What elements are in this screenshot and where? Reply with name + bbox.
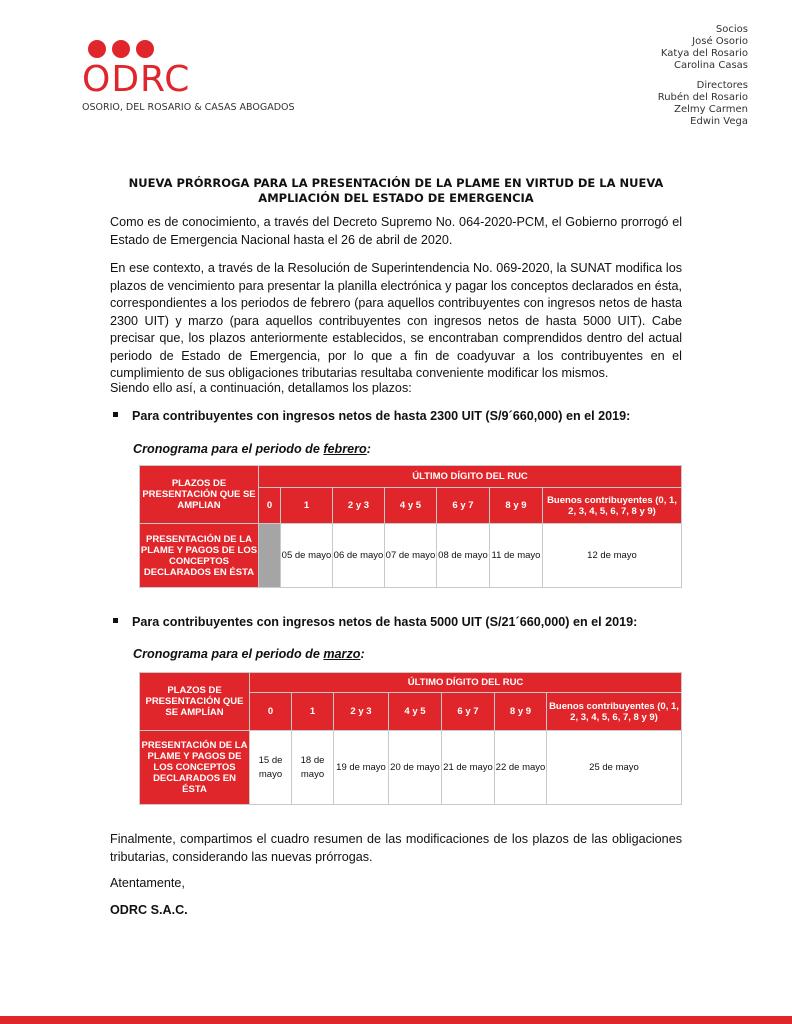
schedule-month: marzo: [323, 647, 361, 661]
title-line-2: AMPLIACIÓN DEL ESTADO DE EMERGENCIA: [258, 191, 534, 205]
schedule-suffix: :: [366, 442, 371, 456]
table-column-header: 1: [292, 693, 334, 731]
table-column-header: 4 y 5: [389, 693, 442, 731]
schedule-prefix: Cronograma para el periodo de: [133, 647, 324, 661]
partner-name: Carolina Casas: [674, 60, 748, 71]
table-column-header: 0: [250, 693, 292, 731]
partner-name: José Osorio: [692, 36, 748, 47]
logo-dot-icon: [136, 40, 154, 58]
table-cell: 05 de mayo: [281, 524, 333, 588]
section-2-text: Para contribuyentes con ingresos netos de hasta 5000 UIT (S/21´660,000) en el 2019:: [132, 615, 638, 629]
bullet-square-icon: [113, 412, 118, 417]
schedule-prefix: Cronograma para el periodo de: [133, 442, 324, 456]
table-cell: 08 de mayo: [437, 524, 490, 588]
schedule-table-february: [139, 465, 682, 588]
paragraph-context: En ese contexto, a través de la Resolución de Superintendencia No. 069-2020, la SUNAT modifica los plazos de vencimiento para presentar la planilla electrónica y pagar los conceptos declarados en ésta, correspondientes a los periodos de febrero (para aquellos contribuyentes con ingresos netos de hasta 2300 UIT) y marzo (para aquellos contribuyentes con ingresos netos de hasta 5000 UIT). Cabe precisar que, los plazos anteriormente establecidos, se encontraban comprendidos dentro del actual periodo de Estado de Emergencia, por lo que a fin de coadyuvar a los contribuyentes en el cumplimiento de sus obligaciones tributarias resultaba conveniente modificar los mismos.: [110, 261, 682, 380]
section-2-schedule-heading: [133, 647, 365, 661]
partners-label: Socios: [715, 24, 748, 35]
table-cell: 18 de mayo: [292, 731, 334, 805]
signature-company: ODRC S.A.C.: [110, 903, 188, 917]
table-cell: 22 de mayo: [495, 731, 547, 805]
table-left-header: PLAZOS DE PRESENTACIÓN QUE SE AMPLÍAN: [140, 673, 250, 731]
table-cell: 15 de mayo: [250, 731, 292, 805]
logo-dot-icon: [88, 40, 106, 58]
signature-greeting: Atentamente,: [110, 876, 185, 890]
schedule-table-march: [139, 672, 682, 805]
table-column-header: 8 y 9: [495, 693, 547, 731]
table-column-header: 0: [259, 488, 281, 524]
firm-name: OSORIO, DEL ROSARIO & CASAS ABOGADOS: [82, 102, 295, 113]
document-title: [110, 176, 682, 206]
table-column-header: 8 y 9: [490, 488, 543, 524]
director-name: Rubén del Rosario: [657, 92, 748, 103]
director-name: Edwin Vega: [690, 116, 748, 127]
paragraph-lead-in: Siendo ello así, a continuación, detallamos los plazos:: [110, 381, 412, 395]
table-cell: 11 de mayo: [490, 524, 543, 588]
bullet-square-icon: [113, 618, 118, 623]
schedule-month: febrero: [323, 442, 367, 456]
logo-dot-icon: [112, 40, 130, 58]
table-column-header: 2 y 3: [334, 693, 389, 731]
table-group-header: ÚLTIMO DÍGITO DEL RUC: [250, 673, 682, 693]
table-column-header: 4 y 5: [385, 488, 437, 524]
section-1-bullet: [113, 408, 630, 424]
table-cell: 25 de mayo: [547, 731, 682, 805]
table-column-header: Buenos contribuyentes (0, 1, 2, 3, 4, 5, 6, 7, 8 y 9): [547, 693, 682, 731]
directors-label: Directores: [696, 80, 748, 91]
table-cell: 20 de mayo: [389, 731, 442, 805]
table-group-header: ÚLTIMO DÍGITO DEL RUC: [259, 466, 682, 488]
table-column-header: 2 y 3: [333, 488, 385, 524]
table-cell: 06 de mayo: [333, 524, 385, 588]
table-column-header: Buenos contribuyentes (0, 1, 2, 3, 4, 5, 6, 7, 8 y 9): [543, 488, 682, 524]
table-row-label: PRESENTACIÓN DE LA PLAME Y PAGOS DE LOS CONCEPTOS DECLARADOS EN ÉSTA: [140, 731, 250, 805]
table-cell: 07 de mayo: [385, 524, 437, 588]
schedule-suffix: :: [360, 647, 365, 661]
paragraph-closing: Finalmente, compartimos el cuadro resumen de las modificaciones de los plazos de las obligaciones tributarias, considerando las nuevas prórrogas.: [110, 832, 682, 864]
title-line-1: NUEVA PRÓRROGA PARA LA PRESENTACIÓN DE LA PLAME EN VIRTUD DE LA NUEVA: [128, 176, 664, 190]
partners-group: [658, 24, 748, 72]
partner-name: Katya del Rosario: [660, 48, 748, 59]
paragraph-intro: Como es de conocimiento, a través del Decreto Supremo No. 064-2020-PCM, el Gobierno prorrogó el Estado de Emergencia Nacional hasta el 26 de abril de 2020.: [110, 215, 682, 247]
table-row-label: PRESENTACIÓN DE LA PLAME Y PAGOS DE LOS CONCEPTOS DECLARADOS EN ÉSTA: [140, 524, 259, 588]
table-cell: 12 de mayo: [543, 524, 682, 588]
header-people: [658, 24, 748, 136]
table-cell: 19 de mayo: [334, 731, 389, 805]
table-column-header: 1: [281, 488, 333, 524]
table-column-header: 6 y 7: [437, 488, 490, 524]
section-1-text: Para contribuyentes con ingresos netos de hasta 2300 UIT (S/9´660,000) en el 2019:: [132, 409, 631, 423]
director-name: Zelmy Carmen: [674, 104, 748, 115]
section-1-schedule-heading: [133, 442, 371, 456]
section-2-bullet: [113, 614, 637, 630]
footer-accent-bar: [0, 1016, 792, 1024]
directors-group: [658, 80, 748, 128]
table-column-header: 6 y 7: [442, 693, 495, 731]
table-left-header: PLAZOS DE PRESENTACIÓN QUE SE AMPLIAN: [140, 466, 259, 524]
logo-wordmark: ODRC: [82, 59, 191, 100]
table-cell: 21 de mayo: [442, 731, 495, 805]
table-cell: [259, 524, 281, 588]
